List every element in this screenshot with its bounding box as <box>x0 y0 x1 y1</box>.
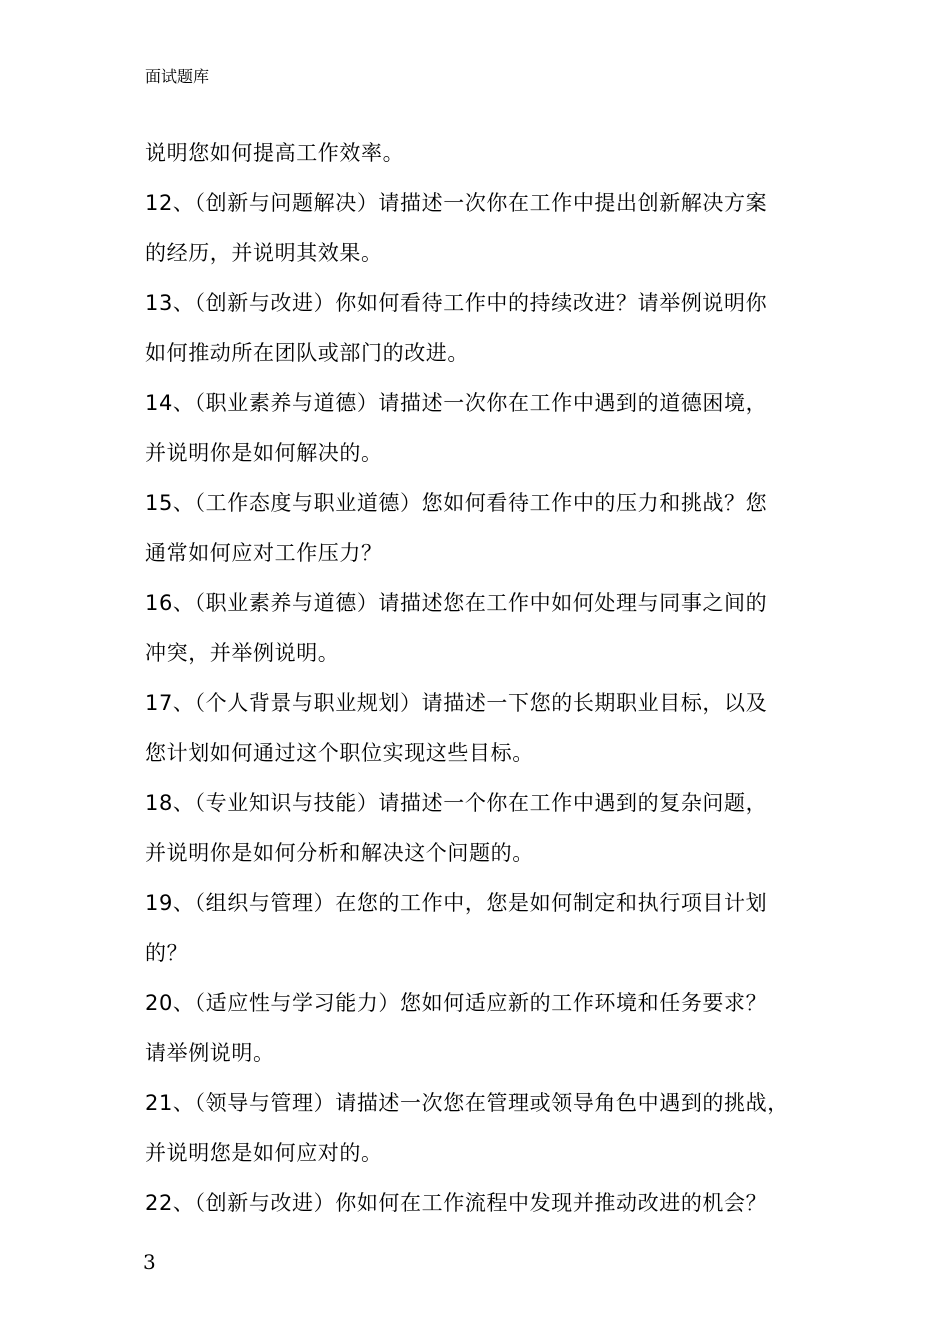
text-line: 的？ <box>145 941 189 965</box>
text-line: 请举例说明。 <box>145 1041 275 1065</box>
text-line: 并说明你是如何分析和解决这个问题的。 <box>145 841 534 865</box>
text-line: 22、（创新与改进）你如何在工作流程中发现并推动改进的机会？ <box>145 1191 768 1215</box>
text-line: 15、（工作态度与职业道德）您如何看待工作中的压力和挑战？您 <box>145 491 768 515</box>
text-line: 20、（适应性与学习能力）您如何适应新的工作环境和任务要求？ <box>145 991 768 1015</box>
text-line: 您计划如何通过这个职位实现这些目标。 <box>145 741 534 765</box>
text-line: 18、（专业知识与技能）请描述一个你在工作中遇到的复杂问题， <box>145 791 768 815</box>
text-line: 13、（创新与改进）你如何看待工作中的持续改进？请举例说明你 <box>145 291 768 315</box>
text-line: 冲突，并举例说明。 <box>145 641 340 665</box>
text-line: 的经历，并说明其效果。 <box>145 241 383 265</box>
text-line: 12、（创新与问题解决）请描述一次你在工作中提出创新解决方案 <box>145 191 768 215</box>
text-line: 14、（职业素养与道德）请描述一次你在工作中遇到的道德困境， <box>145 391 768 415</box>
text-line: 21、（领导与管理）请描述一次您在管理或领导角色中遇到的挑战， <box>145 1091 789 1115</box>
text-line: 通常如何应对工作压力？ <box>145 541 383 565</box>
text-line: 19、（组织与管理）在您的工作中，您是如何制定和执行项目计划 <box>145 891 768 915</box>
text-line: 并说明您是如何应对的。 <box>145 1141 383 1165</box>
text-line: 16、（职业素养与道德）请描述您在工作中如何处理与同事之间的 <box>145 591 768 615</box>
page-number: 3 <box>143 1250 156 1274</box>
text-line: 并说明你是如何解决的。 <box>145 441 383 465</box>
page-header: 面试题库 <box>145 67 210 86</box>
text-line: 如何推动所在团队或部门的改进。 <box>145 341 469 365</box>
text-line: 17、（个人背景与职业规划）请描述一下您的长期职业目标，以及 <box>145 691 768 715</box>
text-line: 说明您如何提高工作效率。 <box>145 141 405 165</box>
question-list <box>145 128 825 1228</box>
